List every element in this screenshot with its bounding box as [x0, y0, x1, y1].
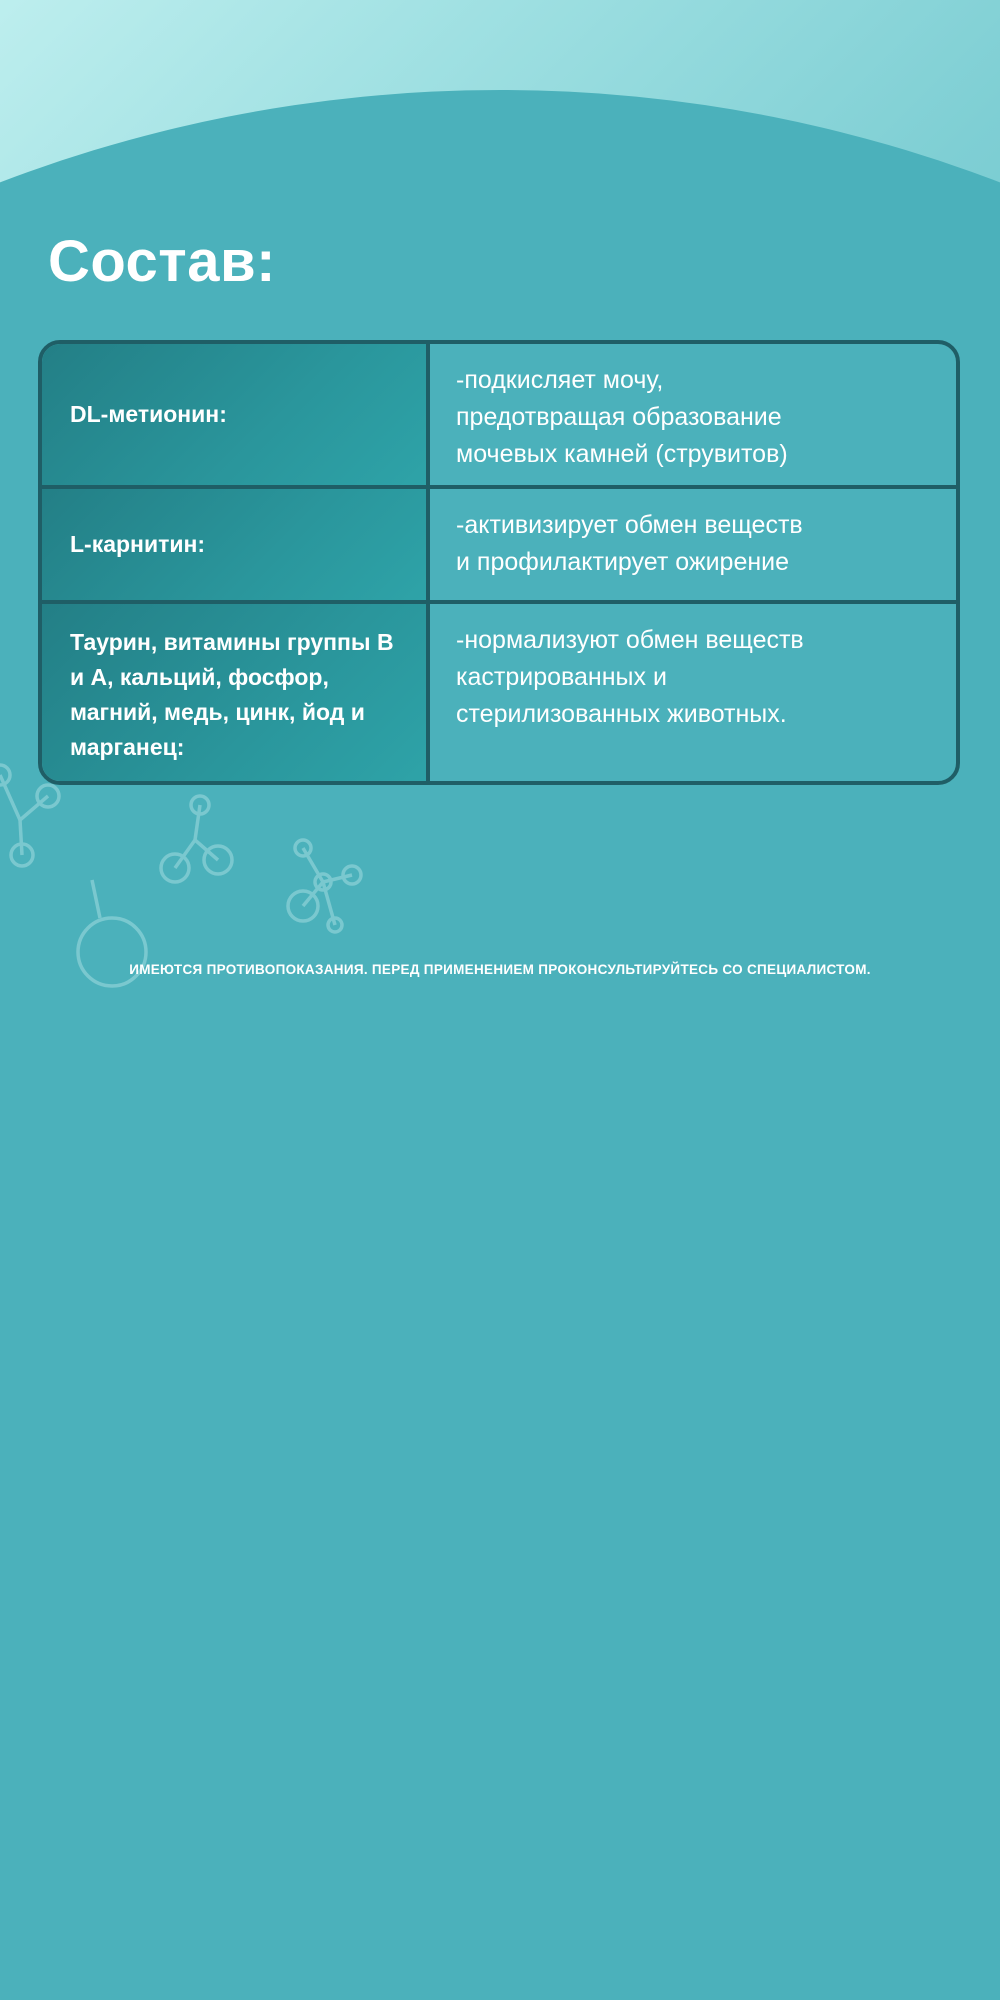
row-divider [42, 600, 956, 604]
ingredient-cell: DL-метионин: [42, 344, 426, 485]
composition-table [38, 340, 960, 785]
ingredient-cell: L-карнитин: [42, 489, 426, 600]
row-divider [42, 485, 956, 489]
table-row [42, 489, 956, 600]
effect-cell: -подкисляет мочу, предотвращая образование мочевых камней (струвитов) [456, 366, 788, 468]
table-row [42, 344, 956, 485]
disclaimer-text: ИМЕЮТСЯ ПРОТИВОПОКАЗАНИЯ. ПЕРЕД ПРИМЕНЕНИЕМ ПРОКОНСУЛЬТИРУЙТЕСЬ СО СПЕЦИАЛИСТОМ. [129, 962, 871, 977]
effect-cell: -нормализуют обмен веществ кастрированных и стерилизованных животных. [456, 626, 804, 728]
effect-cell: -активизирует обмен веществ и профилактирует ожирение [456, 511, 803, 576]
column-divider [426, 344, 430, 781]
ingredient-cell: Таурин, витамины группы В и А, кальций, фосфор, магний, медь, цинк, йод и марганец: [42, 604, 426, 785]
page-title: Состав: [48, 229, 276, 294]
table-row [42, 604, 956, 785]
